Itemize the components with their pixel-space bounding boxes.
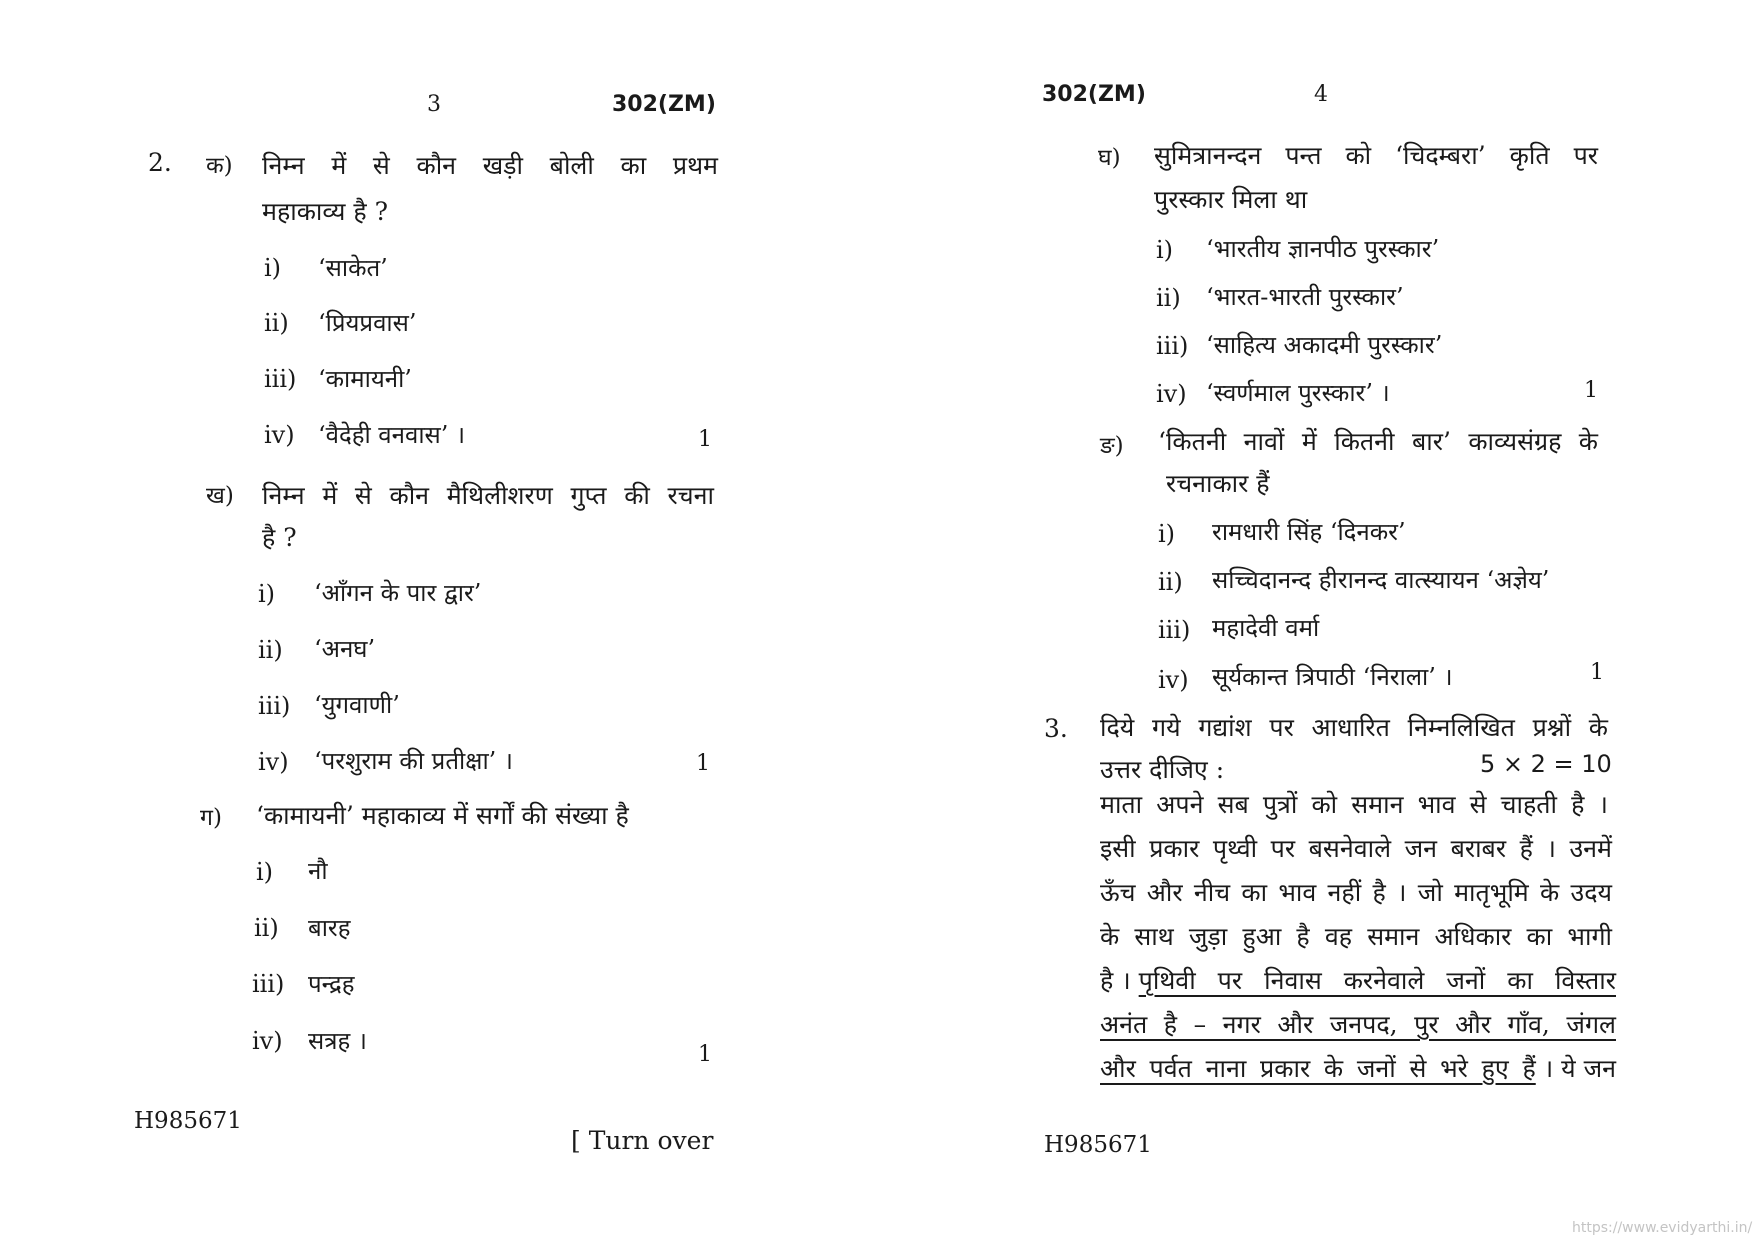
q2-nga-marks: 1 (1590, 660, 1604, 685)
q2-gha-option-4-label: iv) (1156, 380, 1187, 408)
question-2-kha-text-line2: है ? (262, 523, 297, 552)
q2-gha-option-2-text: ‘भारत-भारती पुरस्कार’ (1206, 283, 1404, 311)
q2-gha-option-1-label: i) (1156, 236, 1174, 264)
question-2-ka-text-line1: निम्न में से कौन खड़ी बोली का प्रथम (262, 151, 718, 180)
passage-line-5-prefix: है । (1100, 966, 1139, 995)
q2-ga-option-1-label: i) (256, 858, 274, 886)
turn-over-note: [ Turn over (571, 1126, 714, 1155)
passage-line-5 (1100, 968, 1616, 993)
q2-kha-option-2-label: ii) (258, 636, 283, 664)
passage-line-6-underlined: अनंत है – नगर और जनपद, पुर और गाँव, जंगल (1100, 1010, 1616, 1039)
q2-gha-option-3-label: iii) (1156, 332, 1189, 360)
q2-ga-option-4-label: iv) (252, 1027, 283, 1055)
question-2-ga-label: ग) (200, 805, 222, 831)
passage-line-4: के साथ जुड़ा हुआ है वह समान अधिकार का भागी (1100, 922, 1612, 951)
question-2-kha-label: ख) (206, 483, 234, 509)
q2-gha-marks: 1 (1584, 378, 1598, 403)
question-2-ka-label: क) (206, 153, 233, 179)
passage-line-5-underlined: पृथिवी पर निवास करनेवाले जनों का विस्तार (1138, 966, 1616, 995)
q2-ga-option-2-text: बारह (308, 914, 351, 942)
q2-ga-option-3-text: पन्द्रह (308, 970, 355, 998)
watermark-url: https://www.evidyarthi.in/ (1572, 1220, 1753, 1236)
q2-kha-option-4-text: ‘परशुराम की प्रतीक्षा’ । (314, 747, 514, 775)
q2-nga-option-2-text: सच्चिदानन्द हीरानन्द वात्स्यायन ‘अज्ञेय’ (1212, 566, 1550, 594)
q2-kha-option-1-label: i) (258, 580, 276, 608)
left-page-number: 3 (427, 92, 441, 117)
q2-ka-option-3-text: ‘कामायनी’ (318, 365, 412, 393)
question-2-nga-text-line1: ‘कितनी नावों में कितनी बार’ काव्यसंग्रह के (1158, 427, 1598, 456)
passage-line-7-suffix: । ये जन (1535, 1054, 1616, 1083)
q2-nga-option-2-label: ii) (1158, 568, 1183, 596)
q2-kha-option-3-text: ‘युगवाणी’ (314, 691, 400, 719)
question-2-gha-label: घ) (1098, 145, 1121, 171)
question-3-text-line2: उत्तर दीजिए : (1100, 755, 1225, 784)
q2-gha-option-1-text: ‘भारतीय ज्ञानपीठ पुरस्कार’ (1206, 235, 1440, 263)
question-2-kha-text-line1: निम्न में से कौन मैथिलीशरण गुप्त की रचना (262, 481, 714, 510)
passage-line-1: माता अपने सब पुत्रों को समान भाव से चाहती है । (1100, 790, 1608, 819)
q2-nga-option-1-text: रामधारी सिंह ‘दिनकर’ (1212, 518, 1406, 546)
left-footer-code: H985671 (134, 1108, 242, 1134)
question-2-nga-label: ङ) (1100, 433, 1124, 459)
q2-kha-option-3-label: iii) (258, 692, 291, 720)
question-3-marks: 5 × 2 = 10 (1480, 750, 1612, 778)
right-page-number: 4 (1314, 82, 1328, 107)
q2-kha-marks: 1 (696, 751, 710, 776)
q2-gha-option-2-label: ii) (1156, 284, 1181, 312)
q2-ka-option-3-label: iii) (264, 365, 297, 393)
left-paper-code: 302(ZM) (612, 92, 716, 117)
q2-ka-option-1-label: i) (264, 254, 282, 282)
question-2-gha-text-line2: पुरस्कार मिला था (1154, 185, 1308, 214)
question-2-ga-text: ‘कामायनी’ महाकाव्य में सर्गों की संख्या है (256, 801, 629, 830)
question-2-gha-text-line1: सुमित्रानन्दन पन्त को ‘चिदम्बरा’ कृति पर (1154, 141, 1598, 170)
question-3-text-line1: दिये गये गद्यांश पर आधारित निम्नलिखित प्रश्नों के (1100, 713, 1608, 742)
q2-ga-option-1-text: नौ (308, 857, 328, 885)
right-paper-code: 302(ZM) (1042, 82, 1146, 107)
q2-ka-option-2-label: ii) (264, 309, 289, 337)
passage-line-2: इसी प्रकार पृथ्वी पर बसनेवाले जन बराबर हैं । उनमें (1100, 834, 1612, 863)
question-2-ka-text-line2: महाकाव्य है ? (262, 197, 388, 226)
passage-line-7-underlined: और पर्वत नाना प्रकार के जनों से भरे हुए हैं (1100, 1054, 1536, 1083)
passage-line-7 (1100, 1056, 1616, 1081)
q2-ka-option-1-text: ‘साकेत’ (318, 254, 388, 282)
q2-ga-option-3-label: iii) (252, 970, 285, 998)
q2-ka-marks: 1 (698, 427, 712, 452)
q2-nga-option-3-text: महादेवी वर्मा (1212, 614, 1320, 642)
q2-ka-option-4-text: ‘वैदेही वनवास’ । (318, 421, 466, 449)
q2-nga-option-4-label: iv) (1158, 666, 1189, 694)
q2-kha-option-1-text: ‘आँगन के पार द्वार’ (314, 579, 482, 607)
q2-gha-option-3-text: ‘साहित्य अकादमी पुरस्कार’ (1206, 331, 1443, 359)
q2-ga-option-2-label: ii) (254, 914, 279, 942)
question-2-number: 2. (148, 148, 172, 177)
q2-ga-option-4-text: सत्रह । (308, 1027, 367, 1055)
q2-kha-option-4-label: iv) (258, 748, 289, 776)
q2-ka-option-2-text: ‘प्रियप्रवास’ (318, 309, 417, 337)
q2-nga-option-3-label: iii) (1158, 616, 1191, 644)
question-3-number: 3. (1044, 714, 1068, 743)
q2-ka-option-4-label: iv) (264, 421, 295, 449)
q2-nga-option-1-label: i) (1158, 520, 1176, 548)
q2-ga-marks: 1 (698, 1042, 712, 1067)
passage-line-3: ऊँच और नीच का भाव नहीं है । जो मातृभूमि के उदय (1100, 878, 1612, 907)
question-2-nga-text-line2: रचनाकार हैं (1166, 469, 1270, 498)
q2-kha-option-2-text: ‘अनघ’ (314, 635, 376, 663)
right-footer-code: H985671 (1044, 1132, 1152, 1158)
q2-gha-option-4-text: ‘स्वर्णमाल पुरस्कार’ । (1206, 379, 1390, 407)
q2-nga-option-4-text: सूर्यकान्त त्रिपाठी ‘निराला’ । (1212, 663, 1453, 691)
